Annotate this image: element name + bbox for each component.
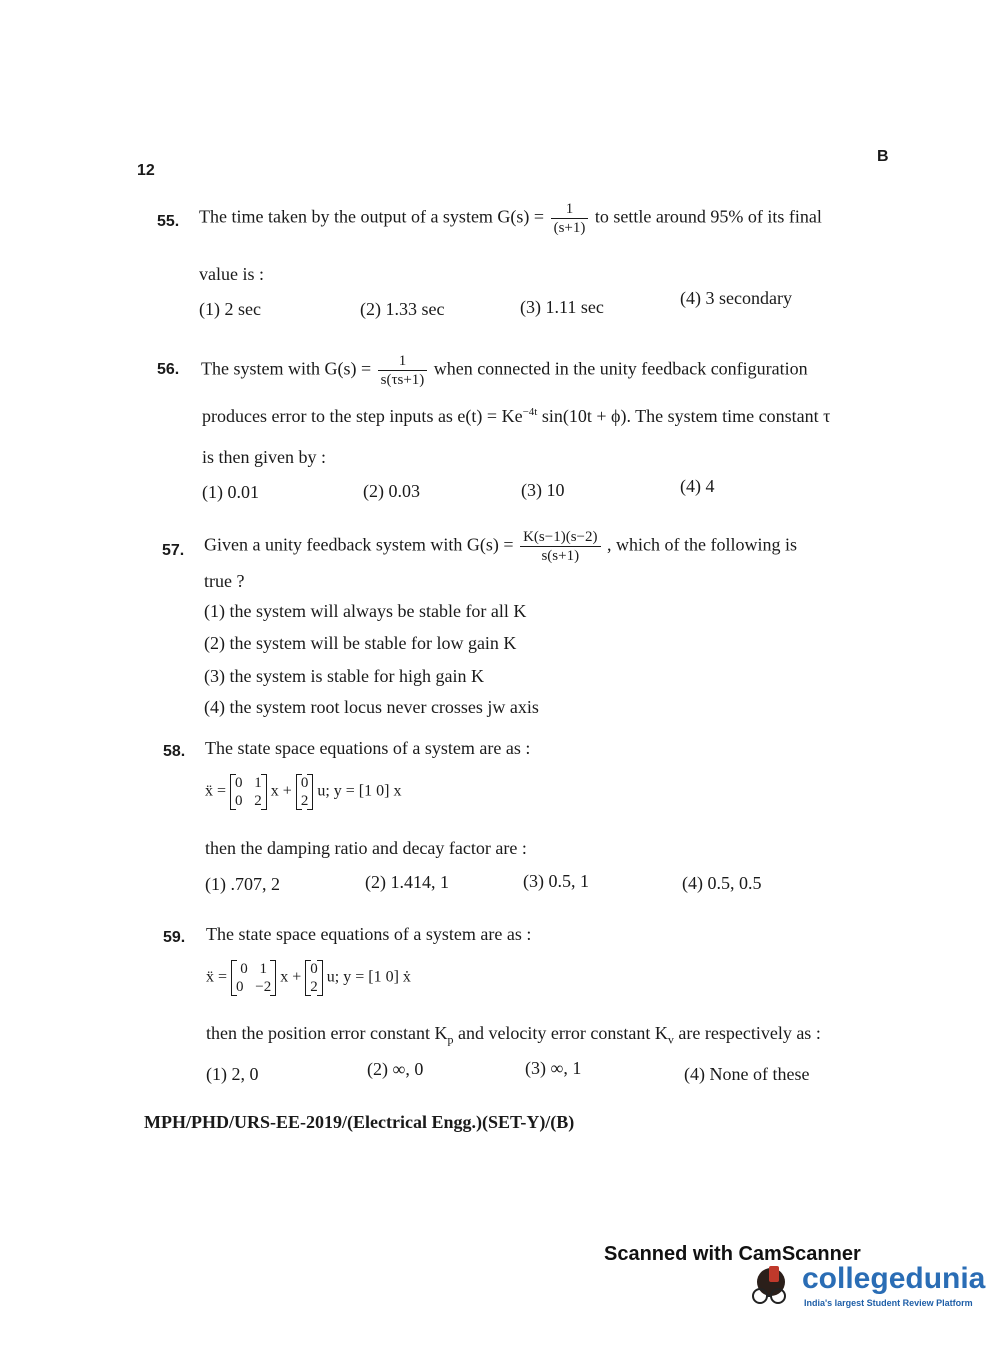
q56-fraction bbox=[378, 352, 428, 389]
q58-state-equation bbox=[205, 774, 401, 810]
q59-after-a: then the position error constant K bbox=[206, 1023, 448, 1043]
scanner-watermark: Scanned with CamScanner bbox=[604, 1243, 861, 1265]
q59-option-3: (3) ∞, 1 bbox=[525, 1058, 582, 1078]
q57-stem bbox=[204, 528, 797, 565]
q58-option-3: (3) 0.5, 1 bbox=[523, 871, 589, 891]
q59-xdot: ẍ = bbox=[206, 968, 228, 986]
q59-option-2: (2) ∞, 0 bbox=[367, 1059, 424, 1079]
q55-frac-num: 1 bbox=[551, 200, 589, 219]
q55-text-before: The time taken by the output of a system G(s) = bbox=[199, 206, 545, 227]
q59-output: u; y = [1 0] ẋ bbox=[326, 968, 411, 986]
q59-option-1: (1) 2, 0 bbox=[206, 1064, 259, 1084]
q59-state-equation bbox=[206, 960, 411, 996]
q56-text-before: The system with G(s) = bbox=[201, 358, 372, 379]
footer-code: MPH/PHD/URS-EE-2019/(Electrical Engg.)(SET-Y)/(B) bbox=[144, 1112, 575, 1132]
collegedunia-logo-icon bbox=[745, 1262, 797, 1310]
q55-option-1: (1) 2 sec bbox=[199, 299, 261, 319]
q58-option-4: (4) 0.5, 0.5 bbox=[682, 873, 762, 893]
collegedunia-tagline: India's largest Student Review Platform bbox=[804, 1298, 973, 1308]
q56-line2-b: sin(10t + ϕ). The system time constant τ bbox=[537, 406, 831, 426]
q58-xdot: ẍ = bbox=[205, 782, 227, 800]
q58-output: u; y = [1 0] x bbox=[317, 782, 402, 800]
q56-option-3: (3) 10 bbox=[521, 480, 565, 500]
q58-b-row1: 0 bbox=[300, 775, 309, 791]
q56-stem bbox=[201, 352, 808, 389]
page-number: 12 bbox=[137, 162, 155, 179]
q57-line2: true ? bbox=[204, 571, 245, 591]
q58-a-row2: 0 2 bbox=[235, 793, 262, 809]
q55-stem bbox=[199, 200, 822, 237]
q56-number: 56. bbox=[157, 361, 180, 378]
q59-matrix-b bbox=[305, 960, 323, 996]
q56-text-after: when connected in the unity feedback configuration bbox=[433, 358, 808, 379]
q59-a-row2: 0 −2 bbox=[236, 979, 272, 995]
q59-after-b: and velocity error constant K bbox=[453, 1023, 668, 1043]
q59-sub-p: p bbox=[447, 1032, 454, 1047]
q56-line2 bbox=[202, 406, 830, 427]
q55-option-2: (2) 1.33 sec bbox=[360, 299, 445, 319]
q58-after: then the damping ratio and decay factor are : bbox=[205, 838, 527, 858]
q58-matrix-a bbox=[230, 774, 267, 810]
q57-number: 57. bbox=[162, 542, 185, 559]
q55-text-after: to settle around 95% of its final bbox=[594, 206, 822, 227]
q58-x-plus: x + bbox=[270, 782, 292, 800]
q59-x-plus: x + bbox=[280, 968, 302, 986]
set-label: B bbox=[877, 148, 889, 165]
q58-b-row2: 2 bbox=[300, 793, 309, 809]
q58-option-1: (1) .707, 2 bbox=[205, 874, 280, 894]
q56-frac-num: 1 bbox=[378, 352, 428, 371]
q59-option-4: (4) None of these bbox=[684, 1064, 810, 1084]
q58-text: The state space equations of a system are as : bbox=[205, 738, 531, 758]
collegedunia-brand: collegedunia bbox=[802, 1262, 986, 1295]
q59-b-row1: 0 bbox=[310, 961, 318, 977]
q59-matrix-a bbox=[231, 960, 276, 996]
q57-option-2: (2) the system will be stable for low gain K bbox=[204, 633, 517, 653]
q56-frac-den: s(τs+1) bbox=[380, 372, 425, 388]
q57-option-3: (3) the system is stable for high gain K bbox=[204, 666, 484, 686]
q58-number: 58. bbox=[163, 743, 186, 760]
q57-fraction bbox=[520, 528, 600, 565]
q57-option-1: (1) the system will always be stable for all K bbox=[204, 601, 527, 621]
q59-number: 59. bbox=[163, 929, 186, 946]
q58-a-row1: 0 1 bbox=[235, 775, 262, 791]
q56-line2-a: produces error to the step inputs as e(t) = Ke bbox=[202, 406, 523, 426]
q59-after-c: are respectively as : bbox=[673, 1023, 821, 1043]
q59-a-row1: 0 1 bbox=[240, 961, 268, 977]
q56-option-4: (4) 4 bbox=[680, 476, 715, 496]
q57-frac-den: s(s+1) bbox=[541, 548, 580, 564]
q57-frac-num: K(s−1)(s−2) bbox=[520, 528, 600, 547]
q57-text-before: Given a unity feedback system with G(s) = bbox=[204, 534, 514, 555]
q57-text-after: , which of the following is bbox=[607, 534, 797, 555]
q55-option-4: (4) 3 secondary bbox=[680, 288, 792, 308]
q58-option-2: (2) 1.414, 1 bbox=[365, 872, 449, 892]
q56-option-2: (2) 0.03 bbox=[363, 481, 420, 501]
q59-sub-v: v bbox=[667, 1032, 674, 1047]
q55-fraction bbox=[551, 200, 589, 237]
q59-after bbox=[206, 1023, 821, 1048]
q55-frac-den: (s+1) bbox=[553, 220, 586, 236]
q59-text: The state space equations of a system are as : bbox=[206, 924, 532, 944]
q57-option-4: (4) the system root locus never crosses jw axis bbox=[204, 697, 539, 717]
q55-option-3: (3) 1.11 sec bbox=[520, 297, 604, 317]
q56-option-1: (1) 0.01 bbox=[202, 482, 259, 502]
q56-line3: is then given by : bbox=[202, 447, 326, 467]
q56-exponent: −4t bbox=[522, 406, 538, 418]
q55-number: 55. bbox=[157, 213, 180, 230]
q59-b-row2: 2 bbox=[310, 979, 318, 995]
q58-matrix-b bbox=[296, 774, 314, 810]
q55-line2: value is : bbox=[199, 264, 264, 284]
